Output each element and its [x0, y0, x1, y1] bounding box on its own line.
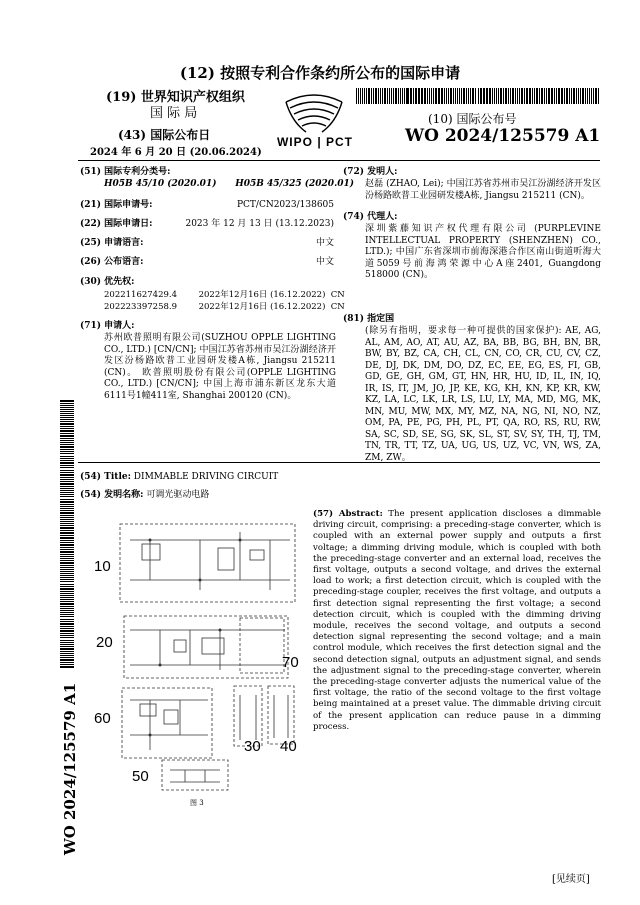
- pubdate-label: (43) 国际公布日: [118, 128, 211, 142]
- field-26-value: 中文: [315, 257, 334, 267]
- field-74-label: (74) 代理人:: [343, 212, 398, 222]
- field-51-label: (51) 国际专利分类号:: [80, 167, 171, 177]
- title-en: [80, 472, 278, 484]
- wipo-logo: [272, 92, 356, 150]
- figure-label-40: 40: [280, 738, 297, 755]
- document-title: (12) 按照专利合作条约所公布的国际申请: [179, 64, 461, 82]
- figure-label-30: 30: [244, 738, 261, 755]
- abstract: [313, 509, 601, 733]
- title-cn: [80, 490, 209, 502]
- figure-label-50: 50: [132, 768, 149, 785]
- field-25-value: 中文: [315, 238, 334, 248]
- field-81-label: (81) 指定国: [343, 314, 395, 324]
- abstract-text: The present application discloses a dimmable driving circuit, comprising: a preceding-stage converter, which is coupled with an external power supply and outputs a first voltage; a dimming driving module, which is coupled with both the preceding-stage converter and an external load, receives the first voltage, outputs a second voltage, and drives the external load to work; a first detection circuit, which is coupled with the preceding-stage coupler, receives the first voltage, and outputs a first detection signal representing the first voltage; a second detection circuit, which is coupled with the dimming driving module, receives the second voltage, and outputs a second detection signal representing the second voltage; and a main control module, which receives the first detection signal and the second detection signal, outputs an adjustment signal, and sends the adjustment signal to the preceding-stage converter, wherein the preceding-stage converter adjusts the numerical value of the first voltage, the ratio of the second voltage to the first voltage being maintained at a preset value. The dimmable driving circuit of the present application can reduce pause in a dimming process.: [313, 509, 602, 732]
- field-71-label: (71) 申请人:: [80, 321, 135, 331]
- field-21-value: PCT/CN2023/138605: [236, 200, 334, 210]
- side-publication-number: WO 2024/125579 A1: [61, 682, 79, 856]
- field-30-label: (30) 优先权:: [80, 277, 135, 287]
- circuit-figure: [90, 520, 305, 805]
- abstract-label: (57) Abstract:: [313, 509, 383, 519]
- title-cn-label: (54) 发明名称:: [80, 490, 144, 500]
- field-51-value: H05B 45/10 (2020.01) H05B 45/325 (2020.01): [104, 179, 354, 189]
- fields-divider: [78, 462, 600, 463]
- pubdate-value: 2024 年 6 月 20 日 (20.06.2024): [90, 147, 262, 158]
- org-line-2: 国 际 局: [150, 106, 198, 121]
- header-divider: [78, 160, 600, 161]
- figure-label-10: 10: [94, 558, 111, 575]
- field-22-value: 2023 年 12 月 13 日 (13.12.2023): [185, 219, 334, 229]
- pubno-label: (10) 国际公布号: [428, 112, 517, 126]
- priority-row: 202211627429.4 2022年12月16日 (16.12.2022) CN: [104, 290, 345, 300]
- field-71-value: 苏州欧普照明有限公司(SUZHOU OPPLE LIGHTING CO., LTD.) [CN/CN]; 中国江苏省苏州市吴江汾湖经济开发区汾杨路欧普工业园研发楼A栋, Jiangsu 215211 (CN)。 欧普照明股份有限公司(OPPLE LIGHTING CO., LTD.) [CN/CN]; 中国上海市浦东新区龙东大道6111号1幢411室, Shanghai 200120 (CN)。: [104, 333, 336, 401]
- field-26-label: (26) 公布语言:: [80, 257, 144, 267]
- field-25-label: (25) 申请语言:: [80, 238, 144, 248]
- top-barcode: [356, 88, 600, 104]
- field-22-label: (22) 国际申请日:: [80, 219, 153, 229]
- figure-label-20: 20: [96, 634, 113, 651]
- org-line-1: (19) 世界知识产权组织: [106, 90, 245, 105]
- continuation-note: [见续页]: [552, 874, 590, 885]
- side-barcode: [60, 400, 74, 690]
- figure-label-60: 60: [94, 710, 111, 727]
- figure-caption: 图 3: [190, 799, 204, 807]
- pubno-value: WO 2024/125579 A1: [405, 126, 601, 146]
- field-81-value: (除另有指明，要求每一种可提供的国家保护): AE, AG, AL, AM, AO, AT, AU, AZ, BA, BB, BG, BH, BN, BR, BW, BY, BZ, CA, CH, CL, CN, CO, CR, CU, CV, CZ, DE, DJ, DK, DM, DO, DZ, EC, EE, EG, ES, FI, GB, GD, GE, GH, GM, GT, HN, HR, HU, ID, IL, IN, IQ, IR, IS, IT, JM, JO, JP, KE, KG, KH, KN, KP, KR, KW, KZ, LA, LC, LK, LR, LS, LU, LY, MA, MD, MG, MK, MN, MU, MW, MX, MY, MZ, NA, NG, NI, NO, NZ, OM, PA, PE, PG, PH, PL, PT, QA, RO, RS, RU, RW, SA, SC, SD, SE, SG, SK, SL, ST, SV, SY, TH, TJ, TM, TN, TR, TT, TZ, UA, UG, US, UZ, VC, VN, WS, ZA, ZM, ZW。: [365, 326, 601, 463]
- circuit-diagram: [90, 520, 305, 805]
- title-en-value: DIMMABLE DRIVING CIRCUIT: [133, 472, 279, 482]
- field-21-label: (21) 国际申请号:: [80, 200, 153, 210]
- priority-row: 202223397258.9 2022年12月16日 (16.12.2022) CN: [104, 302, 345, 312]
- figure-label-70: 70: [282, 654, 299, 671]
- title-en-label: (54) Title:: [80, 472, 131, 482]
- field-74-value: 深圳紫藤知识产权代理有限公司 (PURPLEVINE INTELLECTUAL PROPERTY (SHENZHEN) CO., LTD.); 中国广东省深圳市前海深港合作区南山街道听海大道5059号前海鸿荣源中心A座2401, Guangdong 518000 (CN)。: [365, 224, 601, 280]
- field-72-label: (72) 发明人:: [343, 167, 398, 177]
- wipo-logo-text: WIPO | PCT: [276, 135, 354, 149]
- field-72-value: 赵磊 (ZHAO, Lei); 中国江苏省苏州市吴江汾湖经济开发区汾杨路欧普工业园研发楼A栋, Jiangsu 215211 (CN)。: [365, 179, 601, 201]
- title-cn-value: 可调光驱动电路: [146, 490, 210, 500]
